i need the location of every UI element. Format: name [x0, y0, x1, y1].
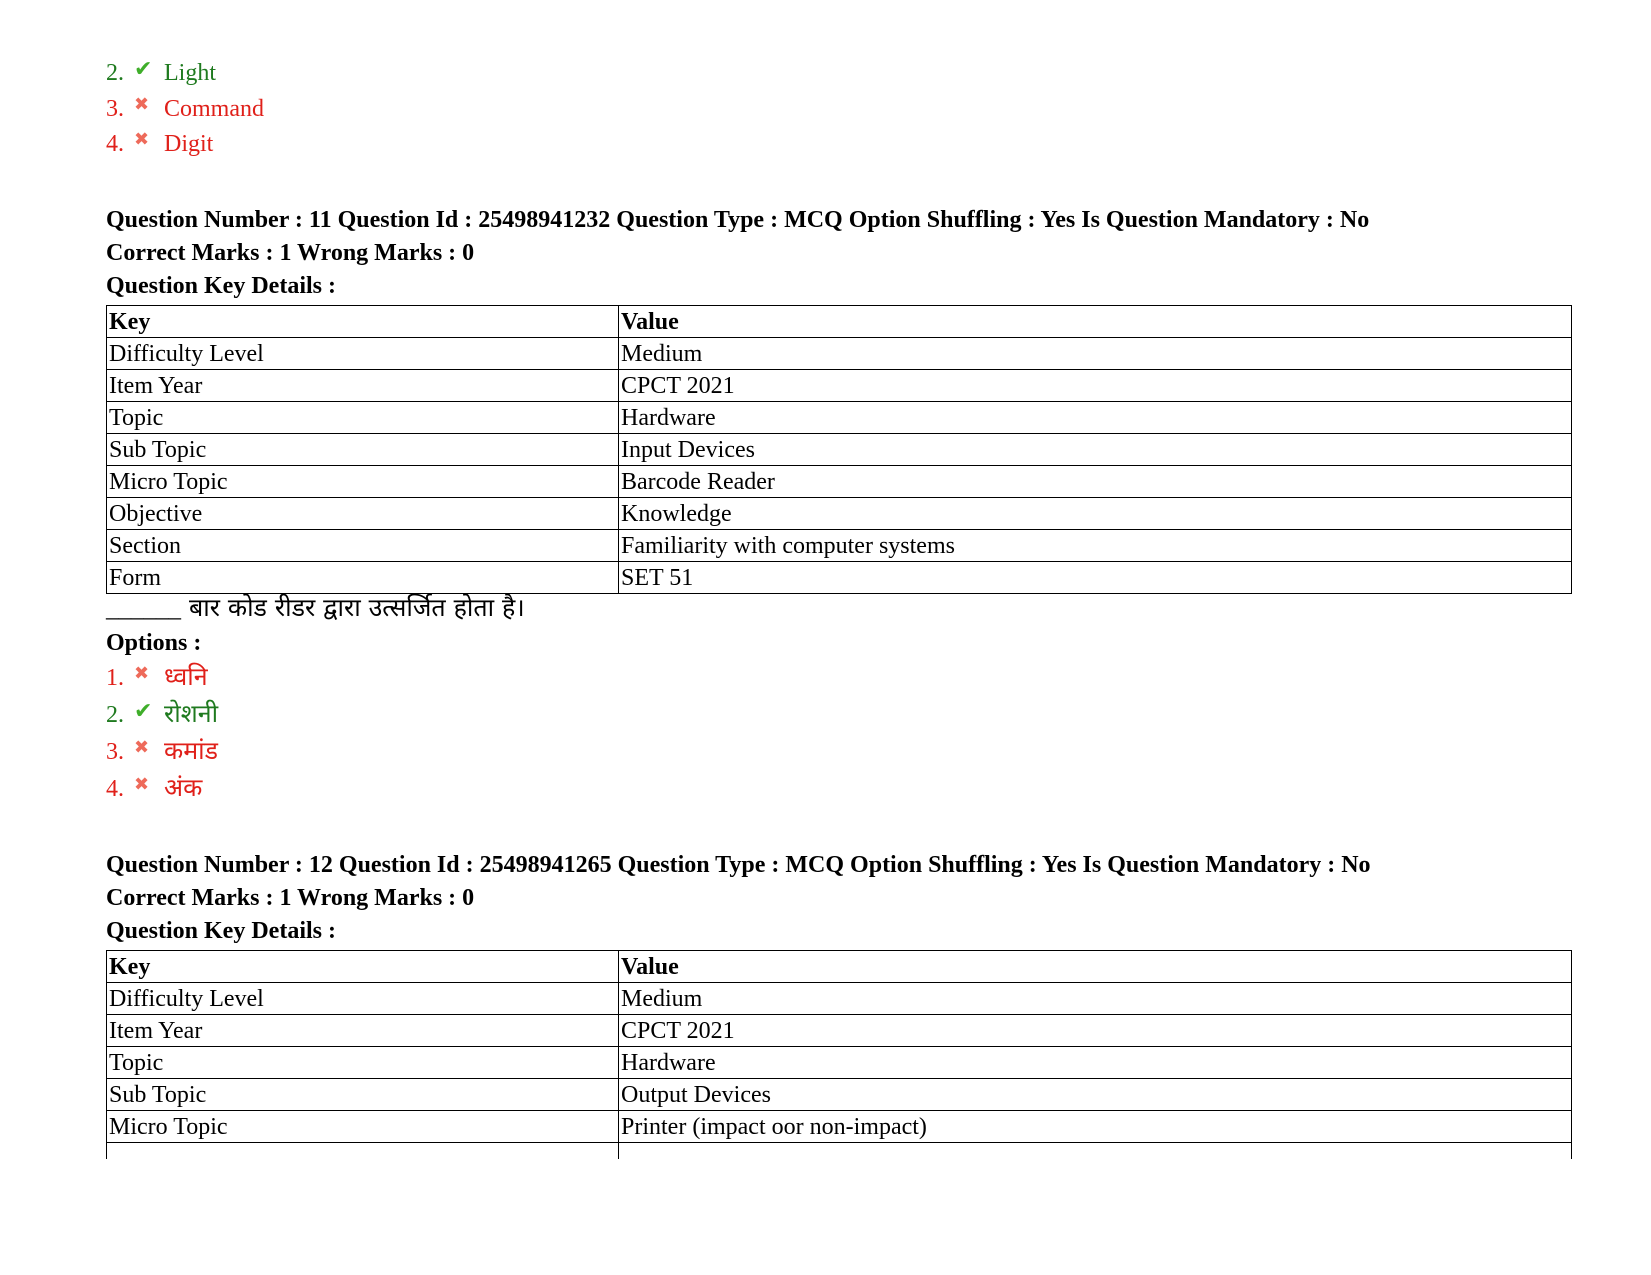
table-row: [107, 1111, 1572, 1143]
row-value: Printer (impact oor non-impact): [619, 1111, 1572, 1143]
q11-option-3: [106, 736, 218, 768]
cross-mark-icon: ✖: [134, 94, 150, 114]
table-row: [107, 498, 1572, 530]
row-value: CPCT 2021: [619, 1015, 1572, 1047]
row-value: Hardware: [619, 1047, 1572, 1079]
row-value: Output Devices: [619, 1079, 1572, 1111]
option-number: 2.: [106, 60, 124, 86]
cross-mark-icon: ✖: [134, 774, 150, 794]
q12-marks: Correct Marks : 1 Wrong Marks : 0: [106, 885, 475, 911]
table-row: [107, 530, 1572, 562]
check-mark-icon: ✔: [134, 56, 153, 81]
row-key: Difficulty Level: [107, 983, 619, 1015]
value-header: Value: [619, 306, 1572, 338]
q11-option-4: [106, 773, 202, 805]
row-key: Sub Topic: [107, 434, 619, 466]
row-value: Medium: [619, 983, 1572, 1015]
q11-key-details-label: Question Key Details :: [106, 273, 336, 299]
option-text: Light: [164, 60, 216, 86]
prev-option-2: [106, 58, 216, 88]
option-number: 4.: [106, 131, 124, 157]
q12-key-details-table: [106, 950, 1572, 1159]
table-row: [107, 1079, 1572, 1111]
option-text: रोशनी: [164, 699, 219, 728]
check-mark-icon: ✔: [134, 698, 153, 723]
table-header-row: [107, 306, 1572, 338]
option-number: 3.: [106, 96, 124, 122]
table-row: [107, 1015, 1572, 1047]
table-row: [107, 562, 1572, 594]
q11-option-2: [106, 699, 218, 730]
q11-question-text: [106, 592, 525, 625]
table-header-row: [107, 951, 1572, 983]
row-value: Knowledge: [619, 498, 1572, 530]
option-text: Digit: [164, 131, 214, 157]
option-text: अंक: [164, 773, 203, 802]
value-header: Value: [619, 951, 1572, 983]
row-key: Form: [107, 562, 619, 594]
table-row-cutoff: [107, 1143, 1572, 1160]
option-number: 2.: [106, 702, 124, 728]
q11-key-details-table: [106, 305, 1572, 594]
row-value: SET 51: [619, 562, 1572, 594]
row-key: Topic: [107, 402, 619, 434]
option-text: Command: [164, 96, 264, 122]
cross-mark-icon: ✖: [134, 129, 150, 149]
row-key: Item Year: [107, 1015, 619, 1047]
q11-option-1: [106, 662, 208, 694]
row-value: Input Devices: [619, 434, 1572, 466]
row-value: Familiarity with computer systems: [619, 530, 1572, 562]
prev-option-3: [106, 94, 264, 125]
row-key: Topic: [107, 1047, 619, 1079]
table-row: [107, 983, 1572, 1015]
option-number: 3.: [106, 739, 124, 765]
table-row: [107, 466, 1572, 498]
cross-mark-icon: ✖: [134, 663, 150, 683]
row-key: Micro Topic: [107, 1111, 619, 1143]
row-key: Item Year: [107, 370, 619, 402]
question-body: बार कोड रीडर द्वारा उत्सर्जित होता है।: [181, 593, 525, 622]
row-key: Difficulty Level: [107, 338, 619, 370]
row-value: CPCT 2021: [619, 370, 1572, 402]
row-value: Medium: [619, 338, 1572, 370]
q12-key-details-label: Question Key Details :: [106, 918, 336, 944]
prev-option-4: [106, 129, 213, 160]
cross-mark-icon: ✖: [134, 737, 150, 757]
option-text: ध्वनि: [164, 662, 208, 691]
table-row: [107, 434, 1572, 466]
q11-marks: Correct Marks : 1 Wrong Marks : 0: [106, 240, 475, 266]
key-header: Key: [107, 306, 619, 338]
q11-options-label: Options :: [106, 630, 202, 656]
option-number: 4.: [106, 776, 124, 802]
row-value: Barcode Reader: [619, 466, 1572, 498]
table-row: [107, 370, 1572, 402]
table-row: [107, 1047, 1572, 1079]
option-number: 1.: [106, 665, 124, 691]
table-row: [107, 402, 1572, 434]
row-key: Objective: [107, 498, 619, 530]
row-value: Hardware: [619, 402, 1572, 434]
table-row: [107, 338, 1572, 370]
option-text: कमांड: [164, 736, 219, 765]
row-key: Section: [107, 530, 619, 562]
question-blank: ______: [106, 595, 181, 622]
key-header: Key: [107, 951, 619, 983]
q11-header: Question Number : 11 Question Id : 25498941232 Question Type : MCQ Option Shuffling : Yes Is Question Mandatory : No: [106, 207, 1370, 233]
row-key: Sub Topic: [107, 1079, 619, 1111]
q12-header: Question Number : 12 Question Id : 25498941265 Question Type : MCQ Option Shuffling : Yes Is Question Mandatory : No: [106, 852, 1371, 878]
row-key: Micro Topic: [107, 466, 619, 498]
